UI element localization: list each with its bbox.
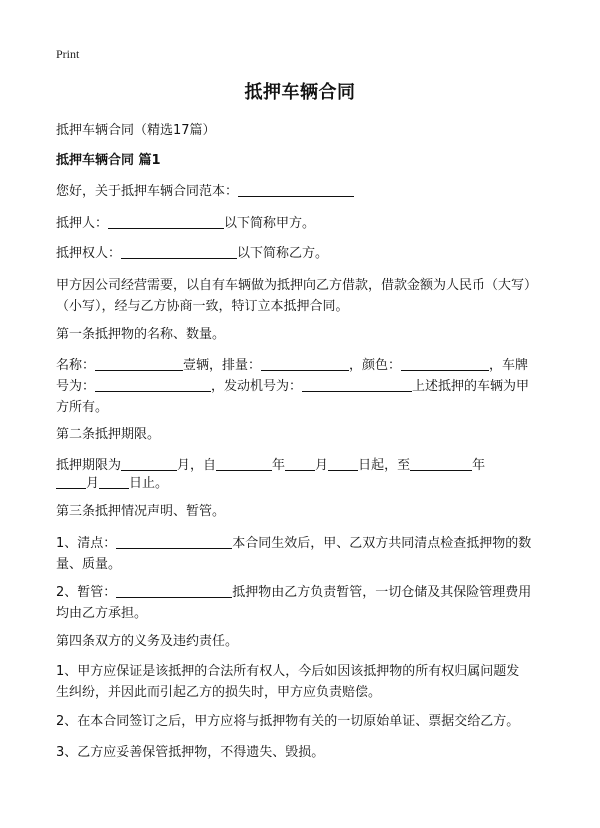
color-blank [401,356,489,371]
inventory-blank [116,534,232,549]
article1-line2 [56,376,548,397]
document-title: 抵押车辆合同 [244,82,356,103]
period-label: 抵押期限为 [56,458,122,473]
color-label: ，颜色： [349,358,402,373]
name-blank [95,356,183,371]
mortgagee-line [56,243,548,264]
greeting-text: 您好，关于抵押车辆合同范本： [56,184,239,199]
plate-label: ，车牌 [489,358,529,373]
template-blank [238,182,354,197]
mortgagee-suffix: 以下简称乙方。 [237,246,329,261]
mortgagor-suffix: 以下简称甲方。 [224,216,316,231]
mortgagor-blank [108,214,224,229]
start-day-blank [328,456,358,471]
mortgagor-label: 抵押人： [56,216,109,231]
mortgagor-line [56,213,548,234]
day-to-label: 日止。 [129,476,169,491]
article2-title: 第二条抵押期限。 [56,427,161,442]
engine-blank [302,377,412,392]
article4-item2: 2、在本合同签订之后，甲方应将与抵押物有关的一切原始单证、票据交给乙方。 [56,714,520,729]
article3-title: 第三条抵押情况声明、暂管。 [56,504,226,519]
month-label-2: 月 [86,476,100,491]
article4-item3: 3、乙方应妥善保管抵押物，不得遗失、毁损。 [56,745,325,760]
section-heading: 抵押车辆合同 篇1 [56,153,161,168]
article1-line1 [56,355,548,376]
subtitle: 抵押车辆合同（精选17篇） [56,123,216,138]
start-year-blank [216,456,272,471]
plate-blank [95,377,211,392]
article3-item2-line1 [56,582,548,603]
item2-text: 抵押物由乙方负责暂管，一切仓储及其保险管理费用 [232,585,532,600]
period-months-blank [121,456,177,471]
year-label: 年 [272,458,286,473]
plate-label-2: 号为： [56,379,96,394]
greeting-line [56,181,548,202]
article2-line2 [56,473,548,494]
mortgagee-blank [121,244,237,259]
month-from-label: 月，自 [177,458,217,473]
article4-item1-line2: 生纠纷，并因此而引起乙方的损失时，甲方应负责赔偿。 [56,685,382,700]
engine-label: ，发动机号为： [211,379,303,394]
ownership-text: 上述抵押的车辆为甲 [412,379,530,394]
month-label: 月 [315,458,329,473]
start-month-blank [285,456,315,471]
day-from-label: 日起，至 [358,458,411,473]
intro-paragraph: 甲方因公司经营需要，以自有车辆做为抵押向乙方借款，借款金额为人民币（大写）（小写），经与乙方协商一致，特订立本抵押合同。 [56,278,538,314]
item1-label: 1、清点： [56,536,117,551]
year-label-2: 年 [472,458,486,473]
count-label: 壹辆，排量： [183,358,262,373]
article3-item1-line2: 量、质量。 [56,557,122,572]
end-day-blank [99,474,129,489]
custody-blank [116,583,232,598]
print-label[interactable]: Print [56,47,80,61]
mortgagee-label: 抵押权人： [56,246,122,261]
displacement-blank [261,356,349,371]
article4-title: 第四条双方的义务及违约责任。 [56,634,239,649]
item1-text: 本合同生效后，甲、乙双方共同清点检查抵押物的数 [232,536,532,551]
article3-item2-line2: 均由乙方承担。 [56,606,148,621]
article4-item1-line1: 1、甲方应保证是该抵押的合法所有权人，今后如因该抵押物的所有权归属问题发 [56,664,520,679]
name-label: 名称： [56,358,96,373]
article3-item1-line1 [56,533,548,554]
end-year-blank [410,456,472,471]
article1-title: 第一条抵押物的名称、数量。 [56,327,226,342]
ownership-text-2: 方所有。 [56,400,109,415]
item2-label: 2、暂管： [56,585,117,600]
end-month-blank [56,474,86,489]
